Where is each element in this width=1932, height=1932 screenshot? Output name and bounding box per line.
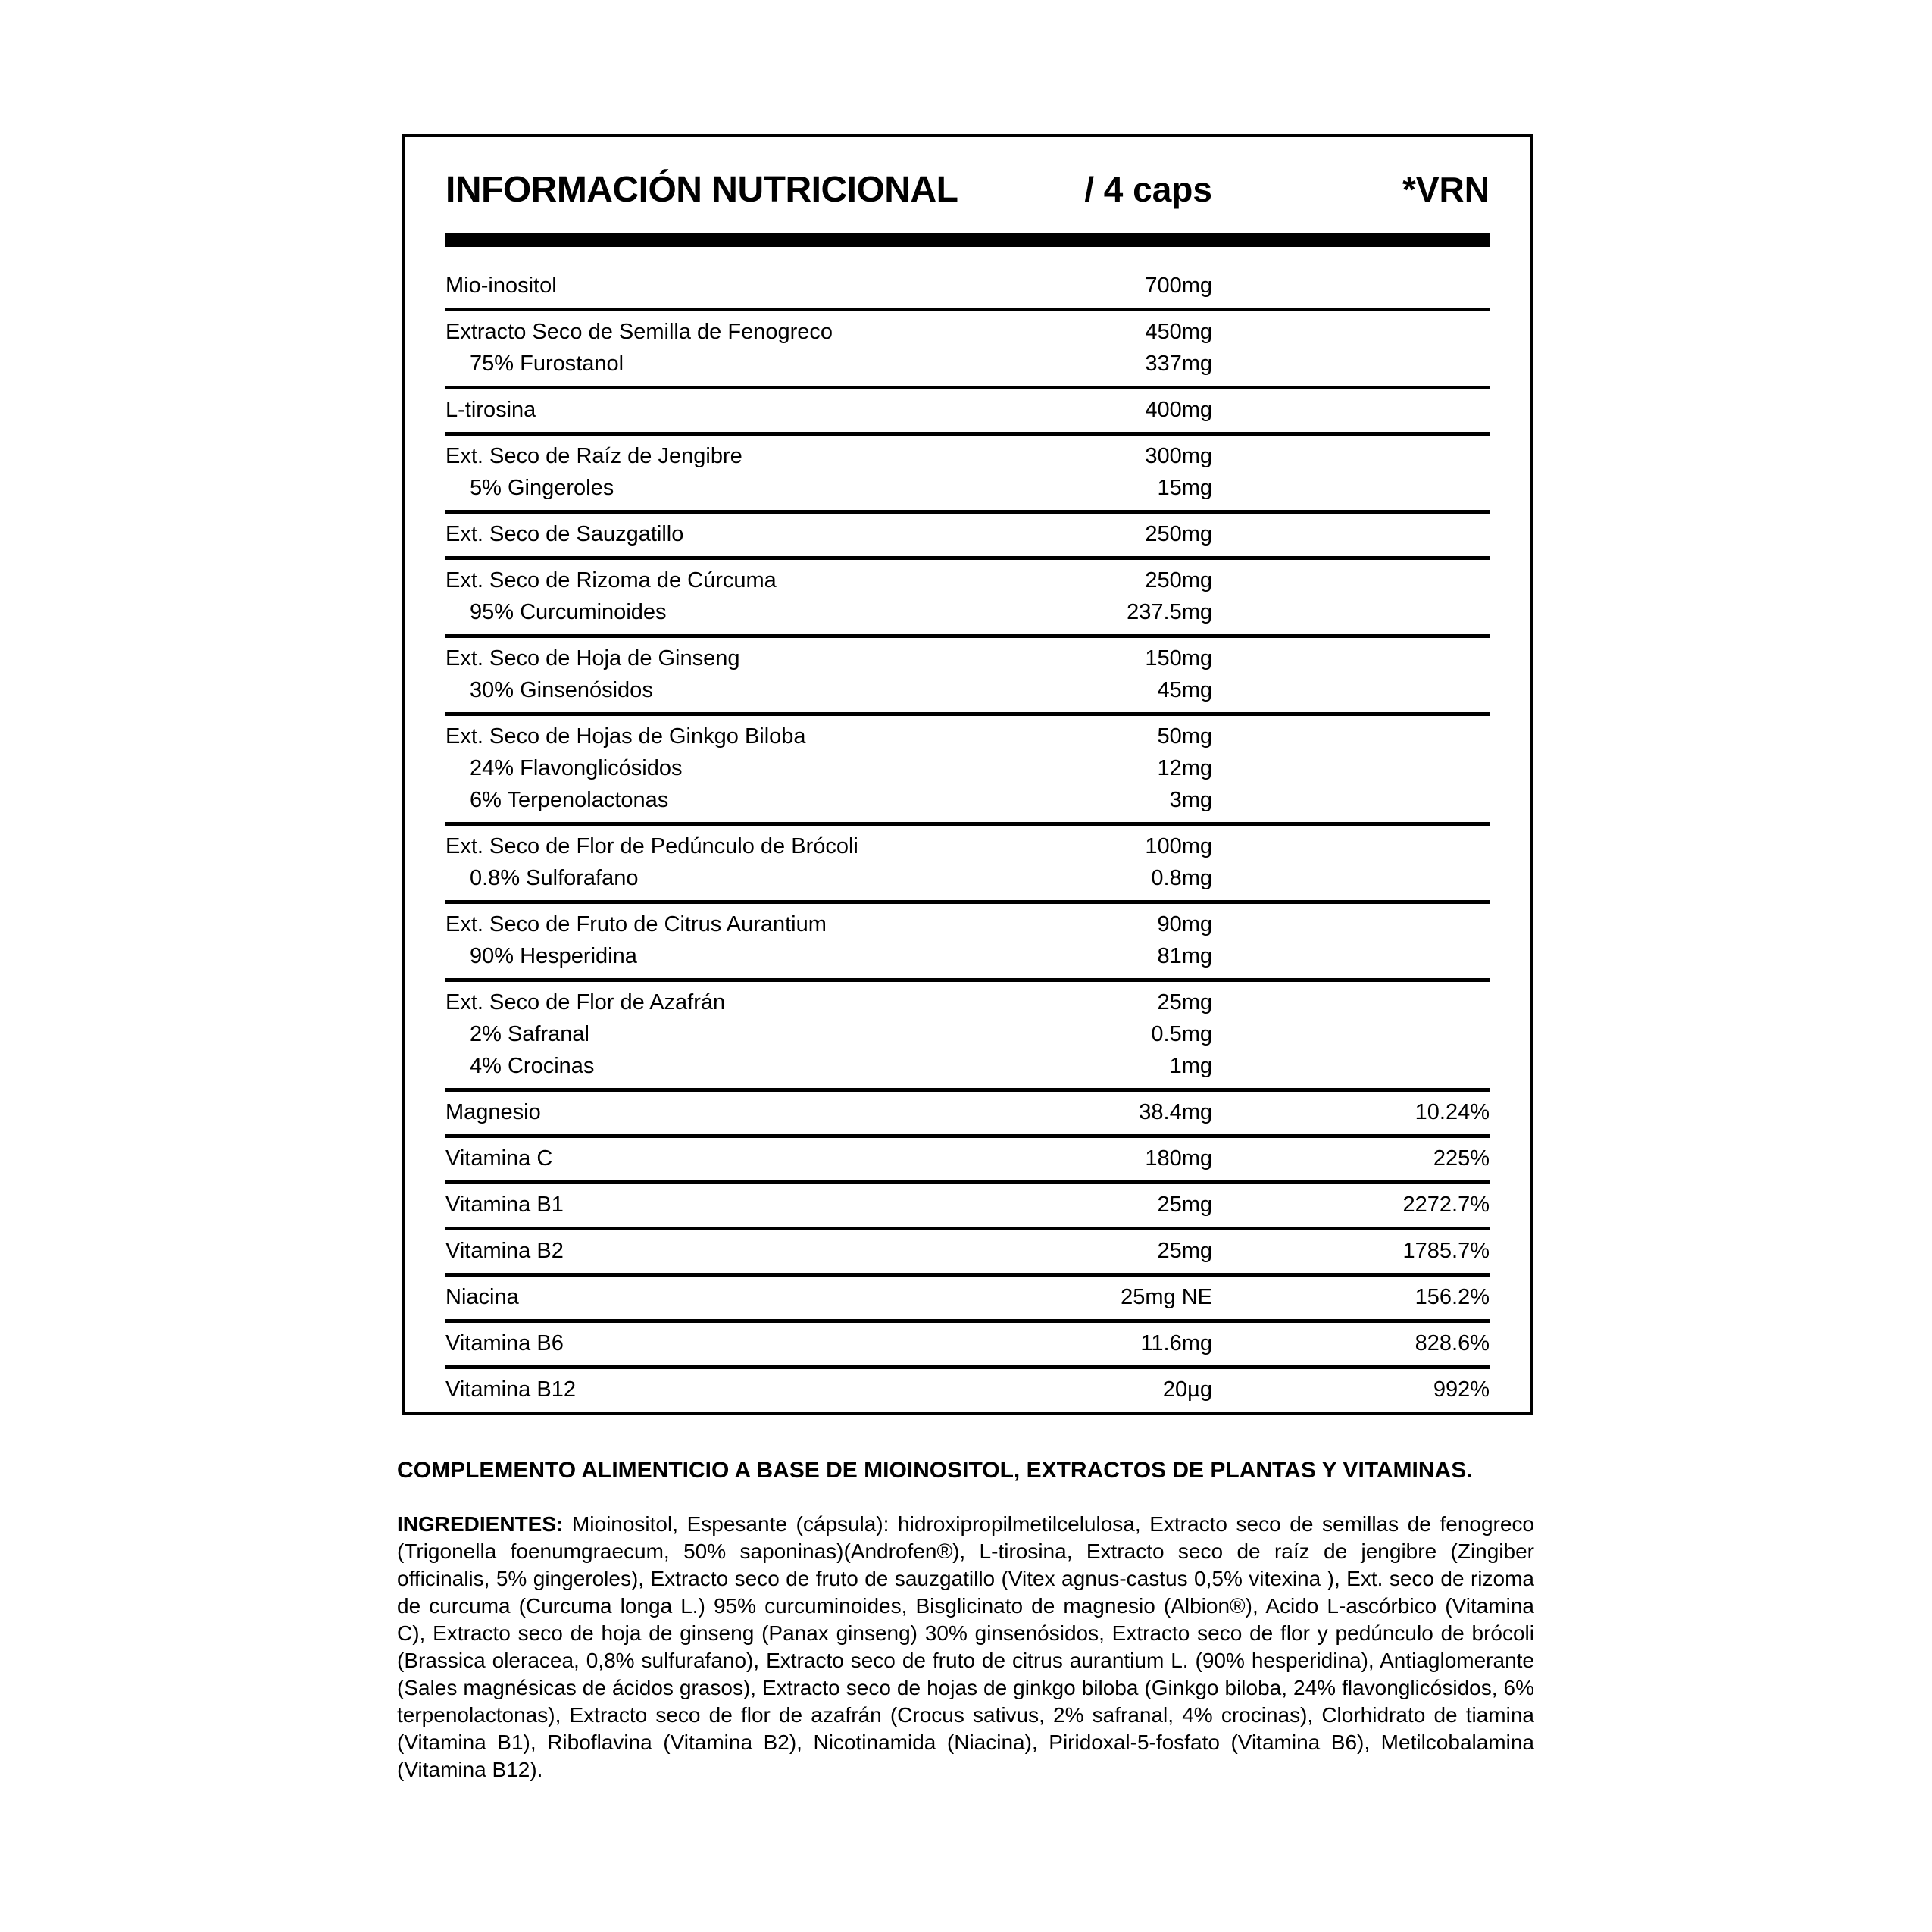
nutrient-group — [445, 560, 1490, 638]
nutrient-subrow — [445, 674, 1490, 706]
nutrient-row — [445, 908, 1490, 940]
nutrient-amount: 700mg — [1145, 274, 1212, 298]
nutrient-row — [445, 316, 1490, 348]
nutrient-subrow — [445, 752, 1490, 784]
nutrient-name: 2% Safranal — [470, 1022, 589, 1046]
nutrient-group — [445, 311, 1490, 389]
nutrient-name: 75% Furostanol — [470, 352, 624, 376]
nutrient-row — [445, 270, 1490, 302]
nutrient-name: Extracto Seco de Semilla de Fenogreco — [445, 320, 833, 344]
nutrient-vrn: 828.6% — [1415, 1331, 1490, 1355]
nutrient-name: Ext. Seco de Hojas de Ginkgo Biloba — [445, 724, 806, 749]
nutrient-amount: 25mg NE — [1121, 1285, 1212, 1309]
ingredients-label: INGREDIENTES: — [397, 1512, 564, 1536]
serving-size: / 4 caps — [1084, 170, 1212, 209]
nutrient-row — [445, 1189, 1490, 1221]
nutrient-name: Vitamina B2 — [445, 1239, 564, 1263]
nutrient-row — [445, 440, 1490, 472]
nutrient-group — [445, 514, 1490, 560]
nutrient-vrn: 2272.7% — [1402, 1193, 1490, 1217]
nutrient-name: Magnesio — [445, 1100, 541, 1124]
nutrient-row — [445, 1374, 1490, 1405]
nutrient-name: 5% Gingeroles — [470, 476, 614, 500]
nutrient-name: Vitamina B12 — [445, 1377, 576, 1402]
nutrient-group — [445, 1369, 1490, 1411]
nutrient-name: 4% Crocinas — [470, 1054, 595, 1078]
nutrient-amount: 237.5mg — [1127, 600, 1212, 624]
nutrient-row — [445, 642, 1490, 674]
nutrient-subrow — [445, 596, 1490, 628]
nutrient-row — [445, 1281, 1490, 1313]
nutrient-row — [445, 564, 1490, 596]
nutrient-name: 6% Terpenolactonas — [470, 788, 669, 812]
nutrient-name: Vitamina C — [445, 1146, 553, 1171]
nutrient-group — [445, 1092, 1490, 1138]
panel-title: INFORMACIÓN NUTRICIONAL — [445, 170, 958, 210]
nutrient-group — [445, 1277, 1490, 1323]
nutrient-amount: 450mg — [1145, 320, 1212, 344]
nutrient-group — [445, 904, 1490, 982]
nutrient-amount: 25mg — [1157, 990, 1212, 1014]
nutrition-facts-panel — [402, 134, 1533, 1415]
nutrient-subrow — [445, 348, 1490, 380]
nutrient-subrow — [445, 1050, 1490, 1082]
nutrient-amount: 45mg — [1157, 678, 1212, 702]
nutrient-name: 0.8% Sulforafano — [470, 866, 639, 890]
nutrient-row — [445, 518, 1490, 550]
nutrient-group — [445, 1323, 1490, 1369]
nutrient-row — [445, 1235, 1490, 1267]
nutrient-name: Ext. Seco de Fruto de Citrus Aurantium — [445, 912, 827, 936]
nutrient-name: Vitamina B1 — [445, 1193, 564, 1217]
nutrient-amount: 250mg — [1145, 522, 1212, 546]
nutrient-amount: 25mg — [1157, 1239, 1212, 1263]
vrn-column-header: *VRN — [1402, 170, 1490, 209]
nutrient-group — [445, 982, 1490, 1092]
nutrient-amount: 20µg — [1162, 1377, 1212, 1402]
nutrient-group — [445, 638, 1490, 716]
nutrient-vrn: 1785.7% — [1402, 1239, 1490, 1263]
nutrient-amount: 1mg — [1169, 1054, 1212, 1078]
nutrient-amount: 11.6mg — [1140, 1331, 1212, 1355]
nutrient-amount: 38.4mg — [1139, 1100, 1212, 1124]
nutrient-name: Ext. Seco de Sauzgatillo — [445, 522, 684, 546]
nutrient-amount: 100mg — [1145, 834, 1212, 858]
nutrient-amount: 12mg — [1157, 756, 1212, 780]
product-claim: COMPLEMENTO ALIMENTICIO A BASE DE MIOINOSITOL, EXTRACTOS DE PLANTAS Y VITAMINAS. — [397, 1458, 1473, 1483]
nutrient-amount: 0.5mg — [1151, 1022, 1212, 1046]
nutrient-name: Ext. Seco de Raíz de Jengibre — [445, 444, 742, 468]
nutrient-row — [445, 1143, 1490, 1174]
ingredients-paragraph — [397, 1511, 1534, 1784]
nutrient-vrn: 156.2% — [1415, 1285, 1490, 1309]
nutrient-name: Ext. Seco de Flor de Pedúnculo de Brócoli — [445, 834, 858, 858]
nutrient-name: Mio-inositol — [445, 274, 557, 298]
nutrient-subrow — [445, 862, 1490, 894]
nutrient-group — [445, 716, 1490, 826]
nutrient-vrn: 225% — [1433, 1146, 1490, 1171]
nutrient-amount: 337mg — [1145, 352, 1212, 376]
nutrient-amount: 3mg — [1169, 788, 1212, 812]
nutrient-subrow — [445, 784, 1490, 816]
nutrient-group — [445, 265, 1490, 311]
nutrient-subrow — [445, 1018, 1490, 1050]
nutrient-row — [445, 1327, 1490, 1359]
nutrient-amount: 25mg — [1157, 1193, 1212, 1217]
ingredients-text: Mioinositol, Espesante (cápsula): hidroxipropilmetilcelulosa, Extracto seco de semillas de fenogreco (Trigonella foenumgraecum, 50% saponinas)(Androfen®), L-tirosina, Extracto seco de raíz de jengibre (Zingiber officinalis, 5% gingeroles), Extracto seco de fruto de sauzgatillo (Vitex agnus-castus 0,5% vitexina ), Ext. seco de rizoma de curcuma (Curcuma longa L.) 95% curcuminoides, Bisglicinato de magnesio (Albion®), Acido L-ascórbico (Vitamina C), Extracto seco de hoja de ginseng (Panax ginseng) 30% ginsenósidos, Extracto seco de flor y pedúnculo de brócoli (Brassica oleracea, 0,8% sulfurafano), Extracto seco de fruto de citrus aurantium L. (90% hesperidina), Antiaglomerante (Sales magnésicas de ácidos grasos), Extracto seco de hojas de ginkgo biloba (Ginkgo biloba, 24% flavonglicósidos, 6% terpenolactonas), Extracto seco de flor de azafrán (Crocus sativus, 2% safranal, 4% crocinas), Clorhidrato de tiamina (Vitamina B1), Riboflavina (Vitamina B2), Nicotinamida (Niacina), Piridoxal-5-fosfato (Vitamina B6), Metilcobalamina (Vitamina B12). — [397, 1512, 1534, 1781]
nutrient-amount: 50mg — [1157, 724, 1212, 749]
header-divider-bar — [445, 233, 1490, 247]
nutrient-subrow — [445, 472, 1490, 504]
nutrient-amount: 90mg — [1157, 912, 1212, 936]
nutrient-amount: 15mg — [1157, 476, 1212, 500]
nutrient-group — [445, 1184, 1490, 1230]
nutrient-name: Vitamina B6 — [445, 1331, 564, 1355]
nutrient-vrn: 992% — [1433, 1377, 1490, 1402]
nutrient-group — [445, 1230, 1490, 1277]
nutrient-group — [445, 389, 1490, 436]
nutrient-row — [445, 986, 1490, 1018]
nutrient-group — [445, 1138, 1490, 1184]
nutrient-name: Ext. Seco de Flor de Azafrán — [445, 990, 726, 1014]
nutrient-name: 30% Ginsenósidos — [470, 678, 653, 702]
nutrient-row — [445, 721, 1490, 752]
nutrient-name: Ext. Seco de Rizoma de Cúrcuma — [445, 568, 777, 592]
nutrient-name: L-tirosina — [445, 398, 536, 422]
nutrition-rows — [445, 265, 1490, 1411]
nutrient-amount: 150mg — [1145, 646, 1212, 671]
nutrient-group — [445, 826, 1490, 904]
nutrient-row — [445, 830, 1490, 862]
nutrient-amount: 180mg — [1145, 1146, 1212, 1171]
nutrient-amount: 400mg — [1145, 398, 1212, 422]
nutrient-name: 90% Hesperidina — [470, 944, 637, 968]
nutrient-amount: 300mg — [1145, 444, 1212, 468]
nutrient-row — [445, 394, 1490, 426]
nutrient-vrn: 10.24% — [1415, 1100, 1490, 1124]
nutrient-name: 95% Curcuminoides — [470, 600, 667, 624]
nutrient-amount: 0.8mg — [1151, 866, 1212, 890]
nutrient-amount: 250mg — [1145, 568, 1212, 592]
nutrient-name: Ext. Seco de Hoja de Ginseng — [445, 646, 740, 671]
panel-header — [445, 169, 1490, 211]
nutrient-subrow — [445, 940, 1490, 972]
nutrient-row — [445, 1096, 1490, 1128]
nutrient-amount: 81mg — [1157, 944, 1212, 968]
nutrient-group — [445, 436, 1490, 514]
nutrient-name: Niacina — [445, 1285, 519, 1309]
nutrient-name: 24% Flavonglicósidos — [470, 756, 683, 780]
